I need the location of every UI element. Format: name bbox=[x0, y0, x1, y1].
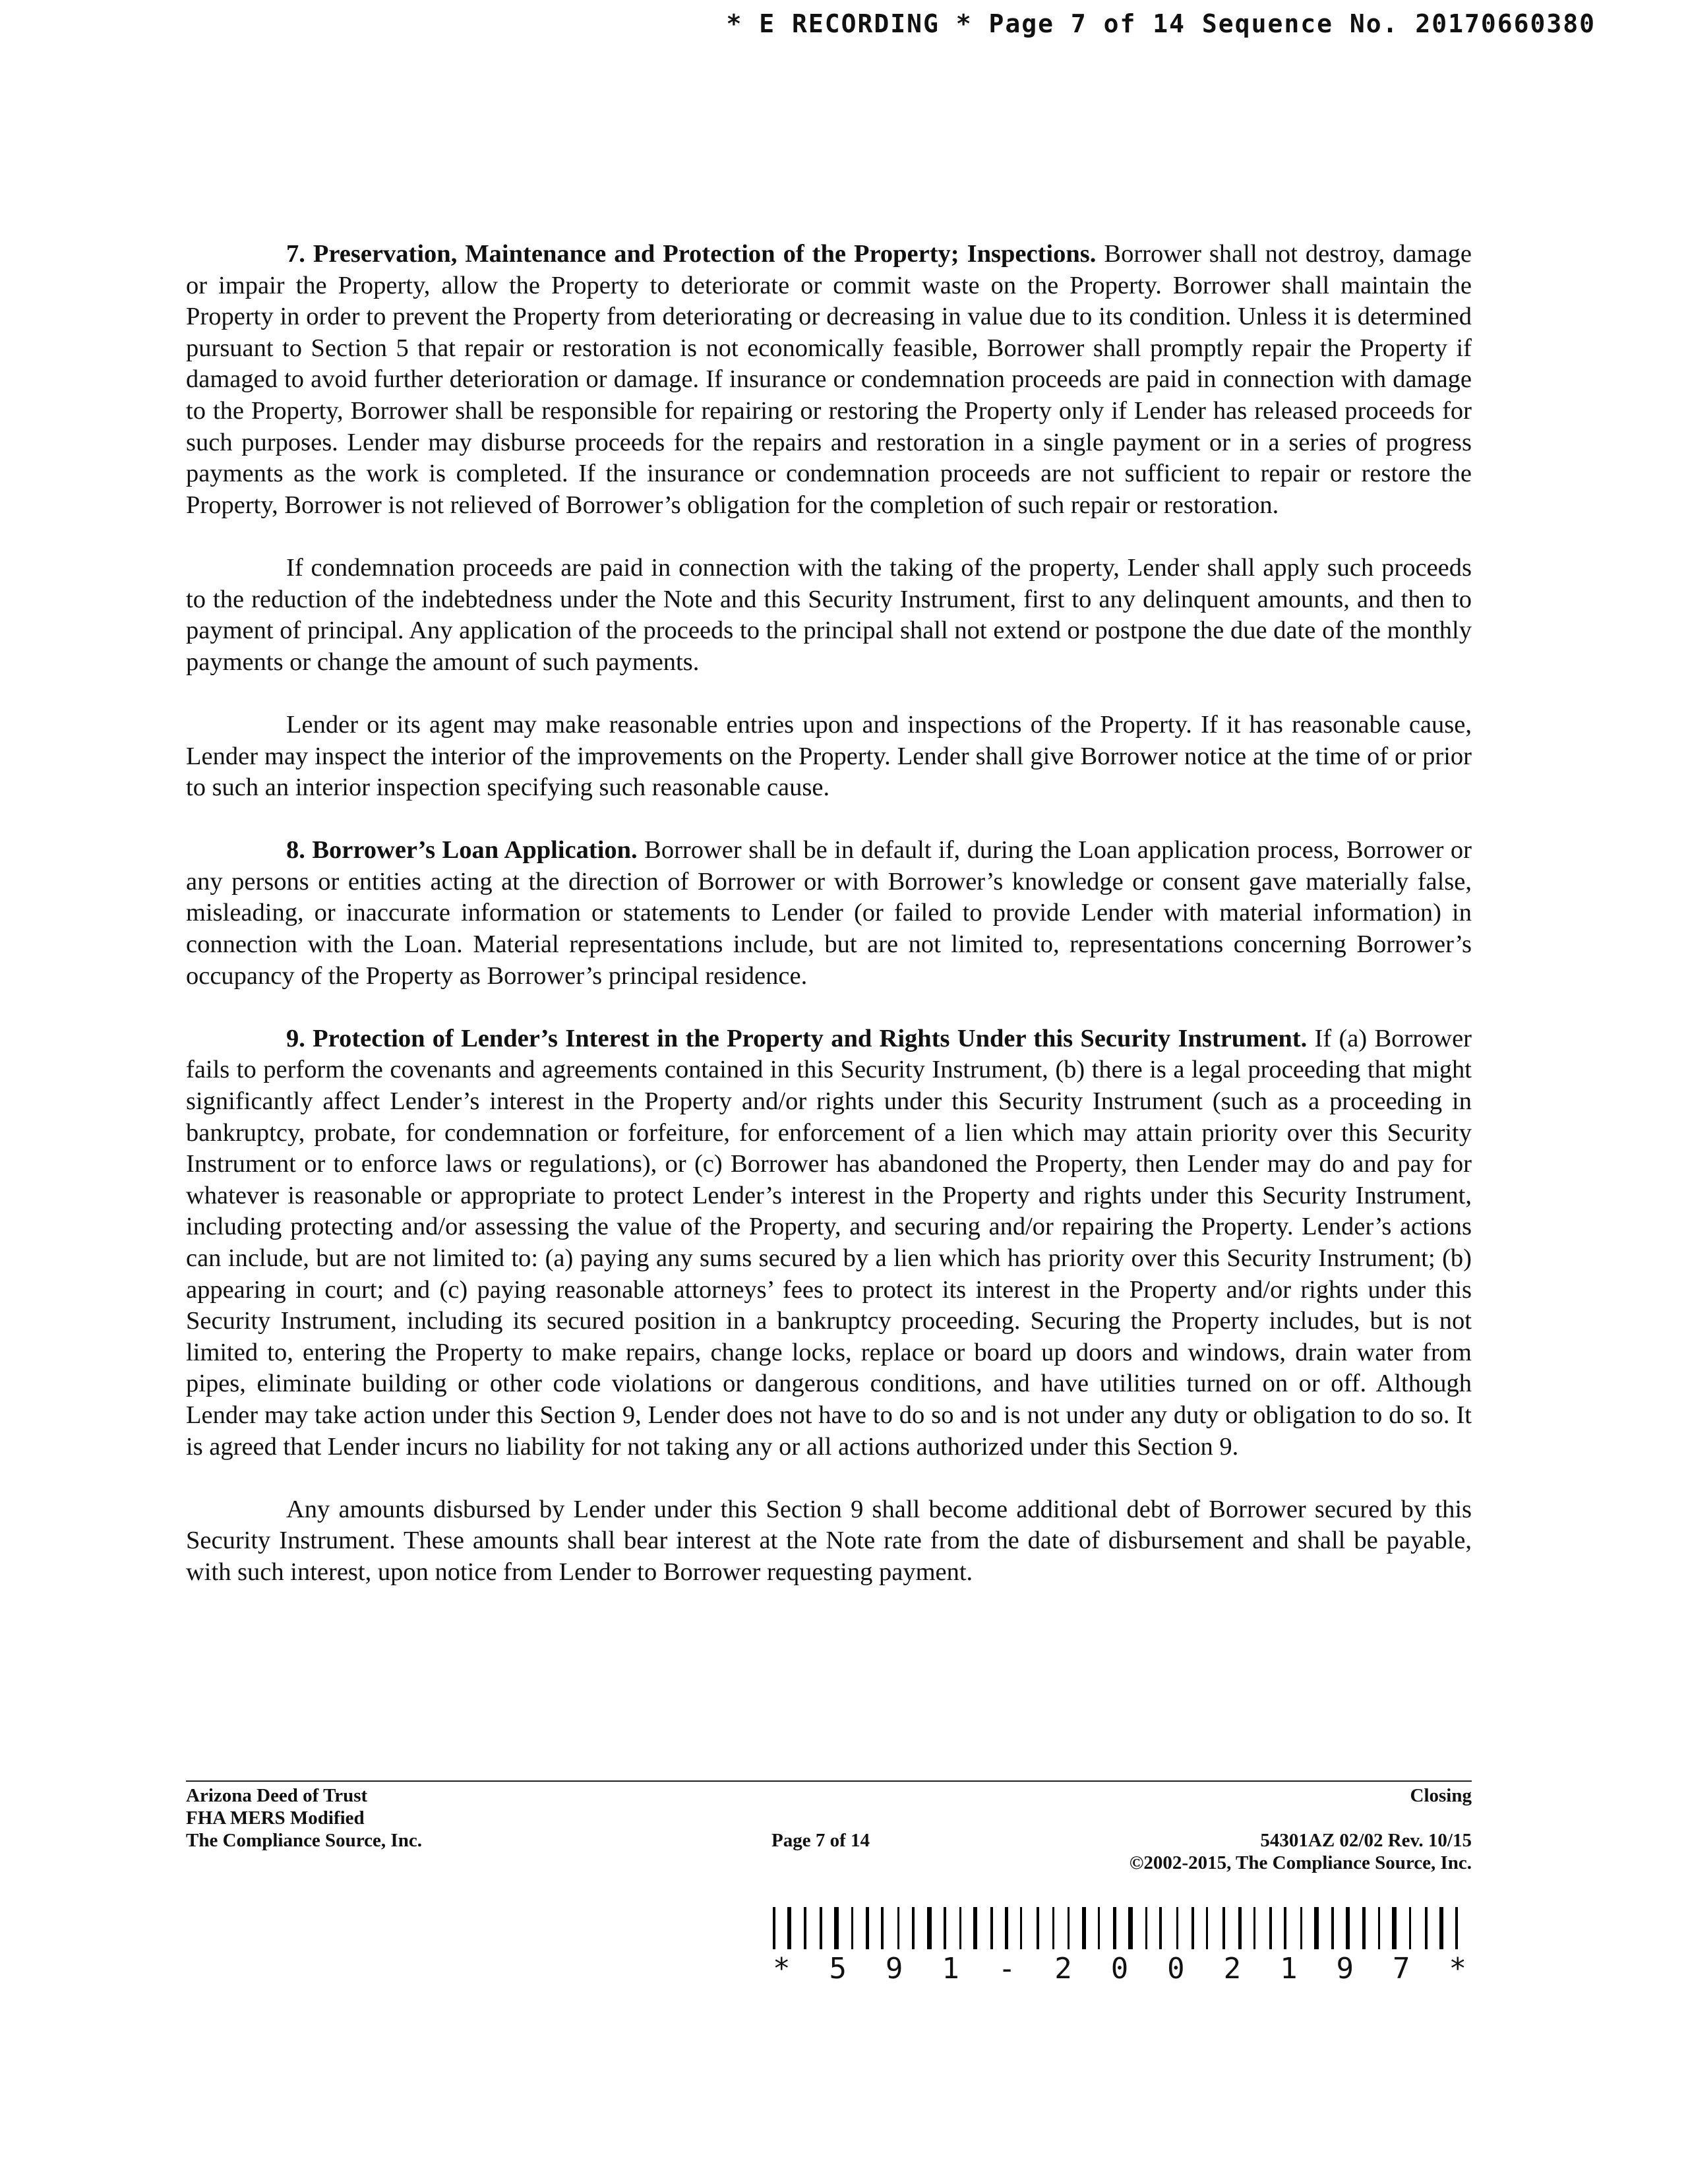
barcode-bar bbox=[1013, 1907, 1015, 1949]
barcode-bar bbox=[827, 1907, 829, 1949]
barcode-bar bbox=[1370, 1907, 1373, 1949]
barcode-bar bbox=[1082, 1907, 1086, 1949]
barcode-char: 9 bbox=[1336, 1952, 1354, 1986]
footer-divider bbox=[186, 1780, 1472, 1782]
barcode-bar bbox=[888, 1907, 892, 1949]
inspection-text: Lender or its agent may make reasonable entries upon and inspections of the Property. If it has reasonable cause, Lender may inspect the interior of the improvements on the Property. Lender shall give Borrower notice at the time of or prior to such an interior inspection specifying such reasonable cause. bbox=[186, 710, 1472, 802]
barcode-bar bbox=[959, 1907, 961, 1949]
section-9-paragraph bbox=[186, 1023, 1472, 1463]
barcode-bar bbox=[1037, 1907, 1039, 1949]
recording-header: * E RECORDING * Page 7 of 14 Sequence No. 20170660380 bbox=[726, 9, 1596, 38]
barcode-char: 9 bbox=[885, 1952, 903, 1986]
barcode-bar bbox=[951, 1907, 954, 1949]
barcode bbox=[773, 1907, 1466, 1986]
disbursed-amounts-text: Any amounts disbursed by Lender under this Section 9 shall become additional debt of Borrower secured by this Security Instrument. These amounts shall bear interest at the Note rate from the date of disbursement and shall be payable, with such interest, upon notice from Lender to Borrower requesting payment. bbox=[186, 1495, 1472, 1586]
barcode-human-readable bbox=[773, 1952, 1466, 1986]
barcode-bar bbox=[897, 1907, 899, 1949]
barcode-bar bbox=[920, 1907, 922, 1949]
footer-form-number bbox=[1130, 1829, 1472, 1874]
barcode-bar bbox=[1455, 1907, 1458, 1949]
barcode-bar bbox=[1020, 1907, 1022, 1949]
barcode-bar bbox=[1339, 1907, 1341, 1949]
barcode-bar bbox=[1463, 1907, 1466, 1949]
barcode-char: 7 bbox=[1392, 1952, 1410, 1986]
barcode-bar bbox=[1378, 1907, 1380, 1949]
disbursed-amounts-paragraph bbox=[186, 1494, 1472, 1589]
barcode-char: 2 bbox=[1054, 1952, 1072, 1986]
barcode-bar bbox=[797, 1907, 799, 1949]
barcode-bar bbox=[1416, 1907, 1420, 1949]
barcode-bar bbox=[1246, 1907, 1248, 1949]
barcode-bar bbox=[1113, 1907, 1116, 1949]
barcode-bar bbox=[1176, 1907, 1178, 1949]
barcode-char: * bbox=[1449, 1952, 1466, 1986]
barcode-bar bbox=[881, 1907, 884, 1949]
barcode-bar bbox=[927, 1907, 932, 1949]
barcode-bar bbox=[1098, 1907, 1100, 1949]
barcode-bar bbox=[1027, 1907, 1032, 1949]
barcode-char: * bbox=[773, 1952, 791, 1986]
barcode-bar bbox=[781, 1907, 783, 1949]
barcode-char: 2 bbox=[1223, 1952, 1242, 1986]
footer-left-line-2: FHA MERS Modified bbox=[186, 1807, 365, 1829]
barcode-bar bbox=[834, 1907, 839, 1949]
barcode-bar bbox=[1331, 1907, 1334, 1949]
barcode-bar bbox=[905, 1907, 907, 1949]
barcode-bar bbox=[1425, 1907, 1428, 1949]
barcode-bar bbox=[1213, 1907, 1218, 1949]
section-8-text: Borrower shall be in default if, during the Loan application process, Borrower or any persons or entities acting at the direction of Borrower or with Borrower’s knowledge or consent gave materially false, misleading, or inaccurate information or statements to Lender (or failed to provide Lender with material information) in connection with the Loan. Material representations include, but are not limited to, representations concerning Borrower’s occupancy of the Property as Borrower’s principal residence. bbox=[186, 836, 1472, 990]
barcode-bar bbox=[1230, 1907, 1233, 1949]
barcode-bar bbox=[1346, 1907, 1350, 1949]
document-body bbox=[186, 239, 1472, 1620]
barcode-bar bbox=[1253, 1907, 1255, 1949]
barcode-bar bbox=[820, 1907, 822, 1949]
barcode-bar bbox=[874, 1907, 876, 1949]
barcode-bar bbox=[804, 1907, 806, 1949]
barcode-bar bbox=[1292, 1907, 1295, 1949]
barcode-bar bbox=[1222, 1907, 1225, 1949]
footer-right-line-2: ©2002-2015, The Compliance Source, Inc. bbox=[1129, 1852, 1472, 1873]
barcode-char: 0 bbox=[1167, 1952, 1185, 1986]
barcode-bar bbox=[1191, 1907, 1194, 1949]
barcode-bar bbox=[787, 1907, 791, 1949]
barcode-bar bbox=[1448, 1907, 1450, 1949]
barcode-bar bbox=[1183, 1907, 1186, 1949]
barcode-char: 1 bbox=[1280, 1952, 1298, 1986]
barcode-bar bbox=[990, 1907, 993, 1949]
section-9-text: If (a) Borrower fails to perform the covenants and agreements contained in this Security Instrument, (b) there is a legal proceeding that might significantly affect Lender’s interest in the Property and/or rights under this Security Instrument (such as a proceeding in bankruptcy, probate, for condemnation or forfeiture, for enforcement of a lien which may attain priority over this Security Instrument or to enforce laws or regulations), or (c) Borrower has abandoned the Property, then Lender may do and pay for whatever is reasonable or appropriate to protect Lender’s interest in the Property and rights under this Security Instrument, including protecting and/or assessing the value of the Property, and securing and/or repairing the Property. Lender’s actions can include, but are not limited to: (a) paying any sums secured by a lien which has priority over this Security Instrument; (b) appearing in court; and (c) paying reasonable attorneys’ fees to protect its interest in the Property and/or rights under this Security Instrument, including its secured position in a bankruptcy proceeding. Securing the Property includes, but is not limited to, entering the Property to make repairs, change locks, replace or board up doors and windows, drain water from pipes, eliminate building or other code violations or dangerous conditions, and have utilities turned on or off. Although Lender may take action under this Section 9, Lender does not have to do so and is not under any duty or obligation to do so. It is agreed that Lender incurs no liability for not taking any or all actions authorized under this Section 9. bbox=[186, 1024, 1472, 1461]
barcode-bar bbox=[1005, 1907, 1008, 1949]
condemnation-text: If condemnation proceeds are paid in connection with the taking of the property, Lender shall apply such proceeds to the reduction of the indebtedness under the Note and this Security Instrument, first to any delinquent amounts, and then to payment of principal. Any application of the proceeds to the principal shall not extend or postpone the due date of the monthly payments or change the amount of such payments. bbox=[186, 553, 1472, 676]
barcode-char: 5 bbox=[829, 1952, 847, 1986]
barcode-bar bbox=[1277, 1907, 1279, 1949]
barcode-bar bbox=[998, 1907, 1000, 1949]
barcode-bar bbox=[1402, 1907, 1404, 1949]
barcode-bar bbox=[1439, 1907, 1443, 1949]
section-9-heading: 9. Protection of Lender’s Interest in the Property and Rights Under this Security Instrument. bbox=[286, 1024, 1308, 1052]
barcode-bar bbox=[1206, 1907, 1208, 1949]
barcode-bar bbox=[844, 1907, 847, 1949]
footer-left-line-3: The Compliance Source, Inc. bbox=[186, 1830, 422, 1851]
barcode-bar bbox=[1159, 1907, 1162, 1949]
footer-form-title bbox=[186, 1784, 422, 1852]
barcode-bar bbox=[1355, 1907, 1357, 1949]
barcode-bar bbox=[1238, 1907, 1242, 1949]
barcode-bar bbox=[1074, 1907, 1077, 1949]
barcode-bar bbox=[1153, 1907, 1155, 1949]
barcode-char: 0 bbox=[1110, 1952, 1129, 1986]
barcode-bar bbox=[1105, 1907, 1108, 1949]
barcode-bar bbox=[1392, 1907, 1397, 1949]
footer-left-line-1: Arizona Deed of Trust bbox=[186, 1785, 368, 1806]
barcode-bar bbox=[851, 1907, 853, 1949]
barcode-bar bbox=[1137, 1907, 1140, 1949]
section-7-text: Borrower shall not destroy, damage or impair the Property, allow the Property to deteriorate or commit waste on the Property. Borrower shall maintain the Property in order to prevent the Property from deteriorating or decreasing in value due to its condition. Unless it is determined pursuant to Section 5 that repair or restoration is not economically feasible, Borrower shall promptly repair the Property if damaged to avoid further deterioration or damage. If insurance or condemnation proceeds are paid in connection with damage to the Property, Borrower shall be responsible for repairing or restoring the Property only if Lender has released proceeds for such purposes. Lender may disburse proceeds for the repairs and restoration in a single payment or in a series of progress payments as the work is completed. If the insurance or condemnation proceeds are not sufficient to repair or restore the Property, Borrower is not relieved of Borrower’s obligation for the completion of such repair or restoration. bbox=[186, 240, 1472, 519]
barcode-bar bbox=[912, 1907, 915, 1949]
barcode-bar bbox=[1121, 1907, 1123, 1949]
barcode-bar bbox=[1260, 1907, 1264, 1949]
barcode-bar bbox=[1068, 1907, 1070, 1949]
section-8-heading: 8. Borrower’s Loan Application. bbox=[286, 836, 638, 864]
barcode-bar bbox=[1432, 1907, 1434, 1949]
barcode-bar bbox=[1167, 1907, 1171, 1949]
section-7-paragraph bbox=[186, 239, 1472, 521]
barcode-bar bbox=[866, 1907, 869, 1949]
barcode-bar bbox=[1300, 1907, 1302, 1949]
footer-closing-label: Closing bbox=[1410, 1785, 1472, 1806]
barcode-bar bbox=[1362, 1907, 1366, 1949]
barcode-bar bbox=[1044, 1907, 1047, 1949]
footer-right-line-1: 54301AZ 02/02 Rev. 10/15 bbox=[1260, 1830, 1472, 1851]
barcode-bars bbox=[773, 1907, 1466, 1949]
section-7-heading: 7. Preservation, Maintenance and Protection of the Property; Inspections. bbox=[286, 240, 1097, 268]
barcode-bar bbox=[1052, 1907, 1054, 1949]
barcode-bar bbox=[967, 1907, 969, 1949]
barcode-bar bbox=[944, 1907, 946, 1949]
barcode-bar bbox=[1199, 1907, 1201, 1949]
barcode-bar bbox=[1314, 1907, 1319, 1949]
barcode-bar bbox=[936, 1907, 938, 1949]
barcode-bar bbox=[1323, 1907, 1326, 1949]
barcode-bar bbox=[973, 1907, 977, 1949]
barcode-bar bbox=[1409, 1907, 1411, 1949]
barcode-bar bbox=[1128, 1907, 1133, 1949]
inspection-paragraph bbox=[186, 710, 1472, 804]
barcode-bar bbox=[773, 1907, 775, 1949]
condemnation-paragraph bbox=[186, 553, 1472, 678]
barcode-char: 1 bbox=[942, 1952, 959, 1986]
footer-page-number: Page 7 of 14 bbox=[771, 1830, 870, 1851]
barcode-char: - bbox=[998, 1952, 1016, 1986]
barcode-bar bbox=[1385, 1907, 1387, 1949]
barcode-bar bbox=[811, 1907, 814, 1949]
barcode-bar bbox=[1284, 1907, 1286, 1949]
section-8-paragraph bbox=[186, 835, 1472, 992]
barcode-bar bbox=[1307, 1907, 1309, 1949]
barcode-bar bbox=[982, 1907, 985, 1949]
barcode-bar bbox=[1059, 1907, 1062, 1949]
barcode-bar bbox=[859, 1907, 860, 1949]
barcode-bar bbox=[1091, 1907, 1093, 1949]
barcode-bar bbox=[1269, 1907, 1272, 1949]
barcode-bar bbox=[1145, 1907, 1147, 1949]
